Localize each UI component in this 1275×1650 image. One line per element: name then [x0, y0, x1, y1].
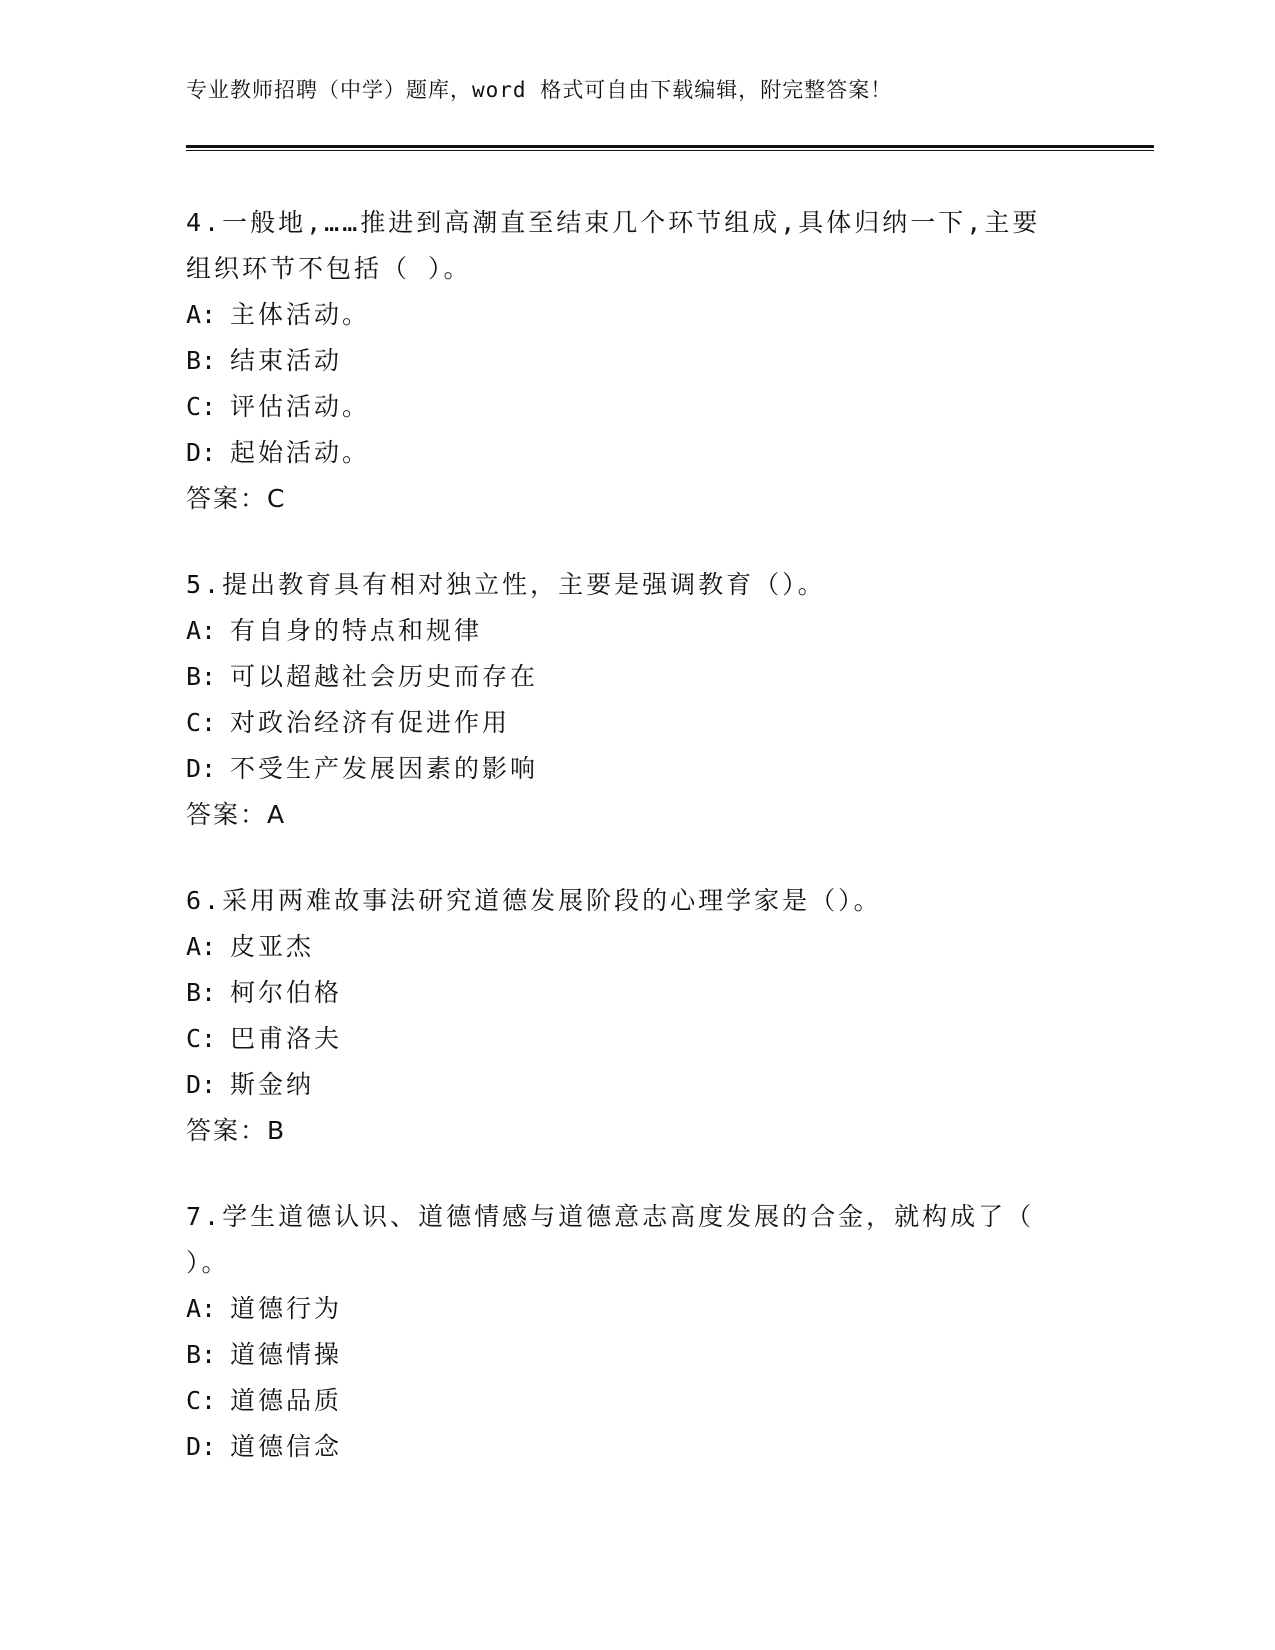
option-text: 道德情操 — [230, 1340, 343, 1369]
option-text: 起始活动。 — [230, 438, 371, 467]
question-stem-continued: ）。 — [186, 1248, 230, 1277]
option-key: A: — [186, 616, 217, 645]
option-d — [186, 1424, 1086, 1470]
option-d — [186, 1062, 1086, 1108]
option-b — [186, 970, 1086, 1016]
answer-line: 答案：C — [186, 484, 287, 513]
page-header: 专业教师招聘（中学）题库，word 格式可自由下载编辑，附完整答案！ — [186, 78, 893, 102]
option-c — [186, 700, 1086, 746]
option-b — [186, 338, 1086, 384]
header-rule-thick — [186, 145, 1154, 148]
option-a — [186, 1286, 1086, 1332]
option-c — [186, 1016, 1086, 1062]
option-key: C: — [186, 1024, 217, 1053]
option-key: A: — [186, 932, 217, 961]
question-5 — [186, 562, 1086, 838]
option-b — [186, 654, 1086, 700]
option-key: D: — [186, 754, 217, 783]
question-6 — [186, 878, 1086, 1154]
option-text: 可以超越社会历史而存在 — [230, 662, 539, 691]
option-key: C: — [186, 392, 217, 421]
option-key: A: — [186, 1294, 217, 1323]
option-text: 道德品质 — [230, 1386, 343, 1415]
question-4 — [186, 200, 1086, 522]
option-text: 不受生产发展因素的影响 — [230, 754, 539, 783]
option-key: D: — [186, 1070, 217, 1099]
option-key: A: — [186, 300, 217, 329]
option-key: C: — [186, 1386, 217, 1415]
option-key: B: — [186, 978, 217, 1007]
option-key: D: — [186, 1432, 217, 1461]
question-stem-continued: 组织环节不包括（ ）。 — [186, 254, 472, 283]
option-text: 对政治经济有促进作用 — [230, 708, 511, 737]
option-text: 柯尔伯格 — [230, 978, 343, 1007]
question-stem: 4.一般地,……推进到高潮直至结束几个环节组成,具体归纳一下,主要 — [186, 208, 1041, 237]
option-text: 有自身的特点和规律 — [230, 616, 483, 645]
option-key: B: — [186, 662, 217, 691]
question-stem: 5.提出教育具有相对独立性，主要是强调教育（）。 — [186, 570, 826, 599]
option-key: B: — [186, 1340, 217, 1369]
option-text: 道德行为 — [230, 1294, 343, 1323]
option-c — [186, 1378, 1086, 1424]
option-c — [186, 384, 1086, 430]
option-key: C: — [186, 708, 217, 737]
option-text: 道德信念 — [230, 1432, 343, 1461]
option-key: D: — [186, 438, 217, 467]
question-7 — [186, 1194, 1086, 1470]
option-d — [186, 746, 1086, 792]
header-rule-thin — [186, 150, 1154, 151]
question-stem: 7.学生道德认识、道德情感与道德意志高度发展的合金，就构成了（ — [186, 1202, 1035, 1231]
option-text: 主体活动。 — [230, 300, 371, 329]
option-key: B: — [186, 346, 217, 375]
answer-line: 答案：A — [186, 800, 287, 829]
question-list — [186, 200, 1086, 1510]
option-a — [186, 292, 1086, 338]
answer-line: 答案：B — [186, 1116, 287, 1145]
option-b — [186, 1332, 1086, 1378]
option-text: 巴甫洛夫 — [230, 1024, 343, 1053]
option-a — [186, 924, 1086, 970]
option-d — [186, 430, 1086, 476]
option-text: 结束活动 — [230, 346, 343, 375]
option-a — [186, 608, 1086, 654]
option-text: 斯金纳 — [230, 1070, 315, 1099]
option-text: 评估活动。 — [230, 392, 371, 421]
question-stem: 6.采用两难故事法研究道德发展阶段的心理学家是（）。 — [186, 886, 882, 915]
option-text: 皮亚杰 — [230, 932, 315, 961]
